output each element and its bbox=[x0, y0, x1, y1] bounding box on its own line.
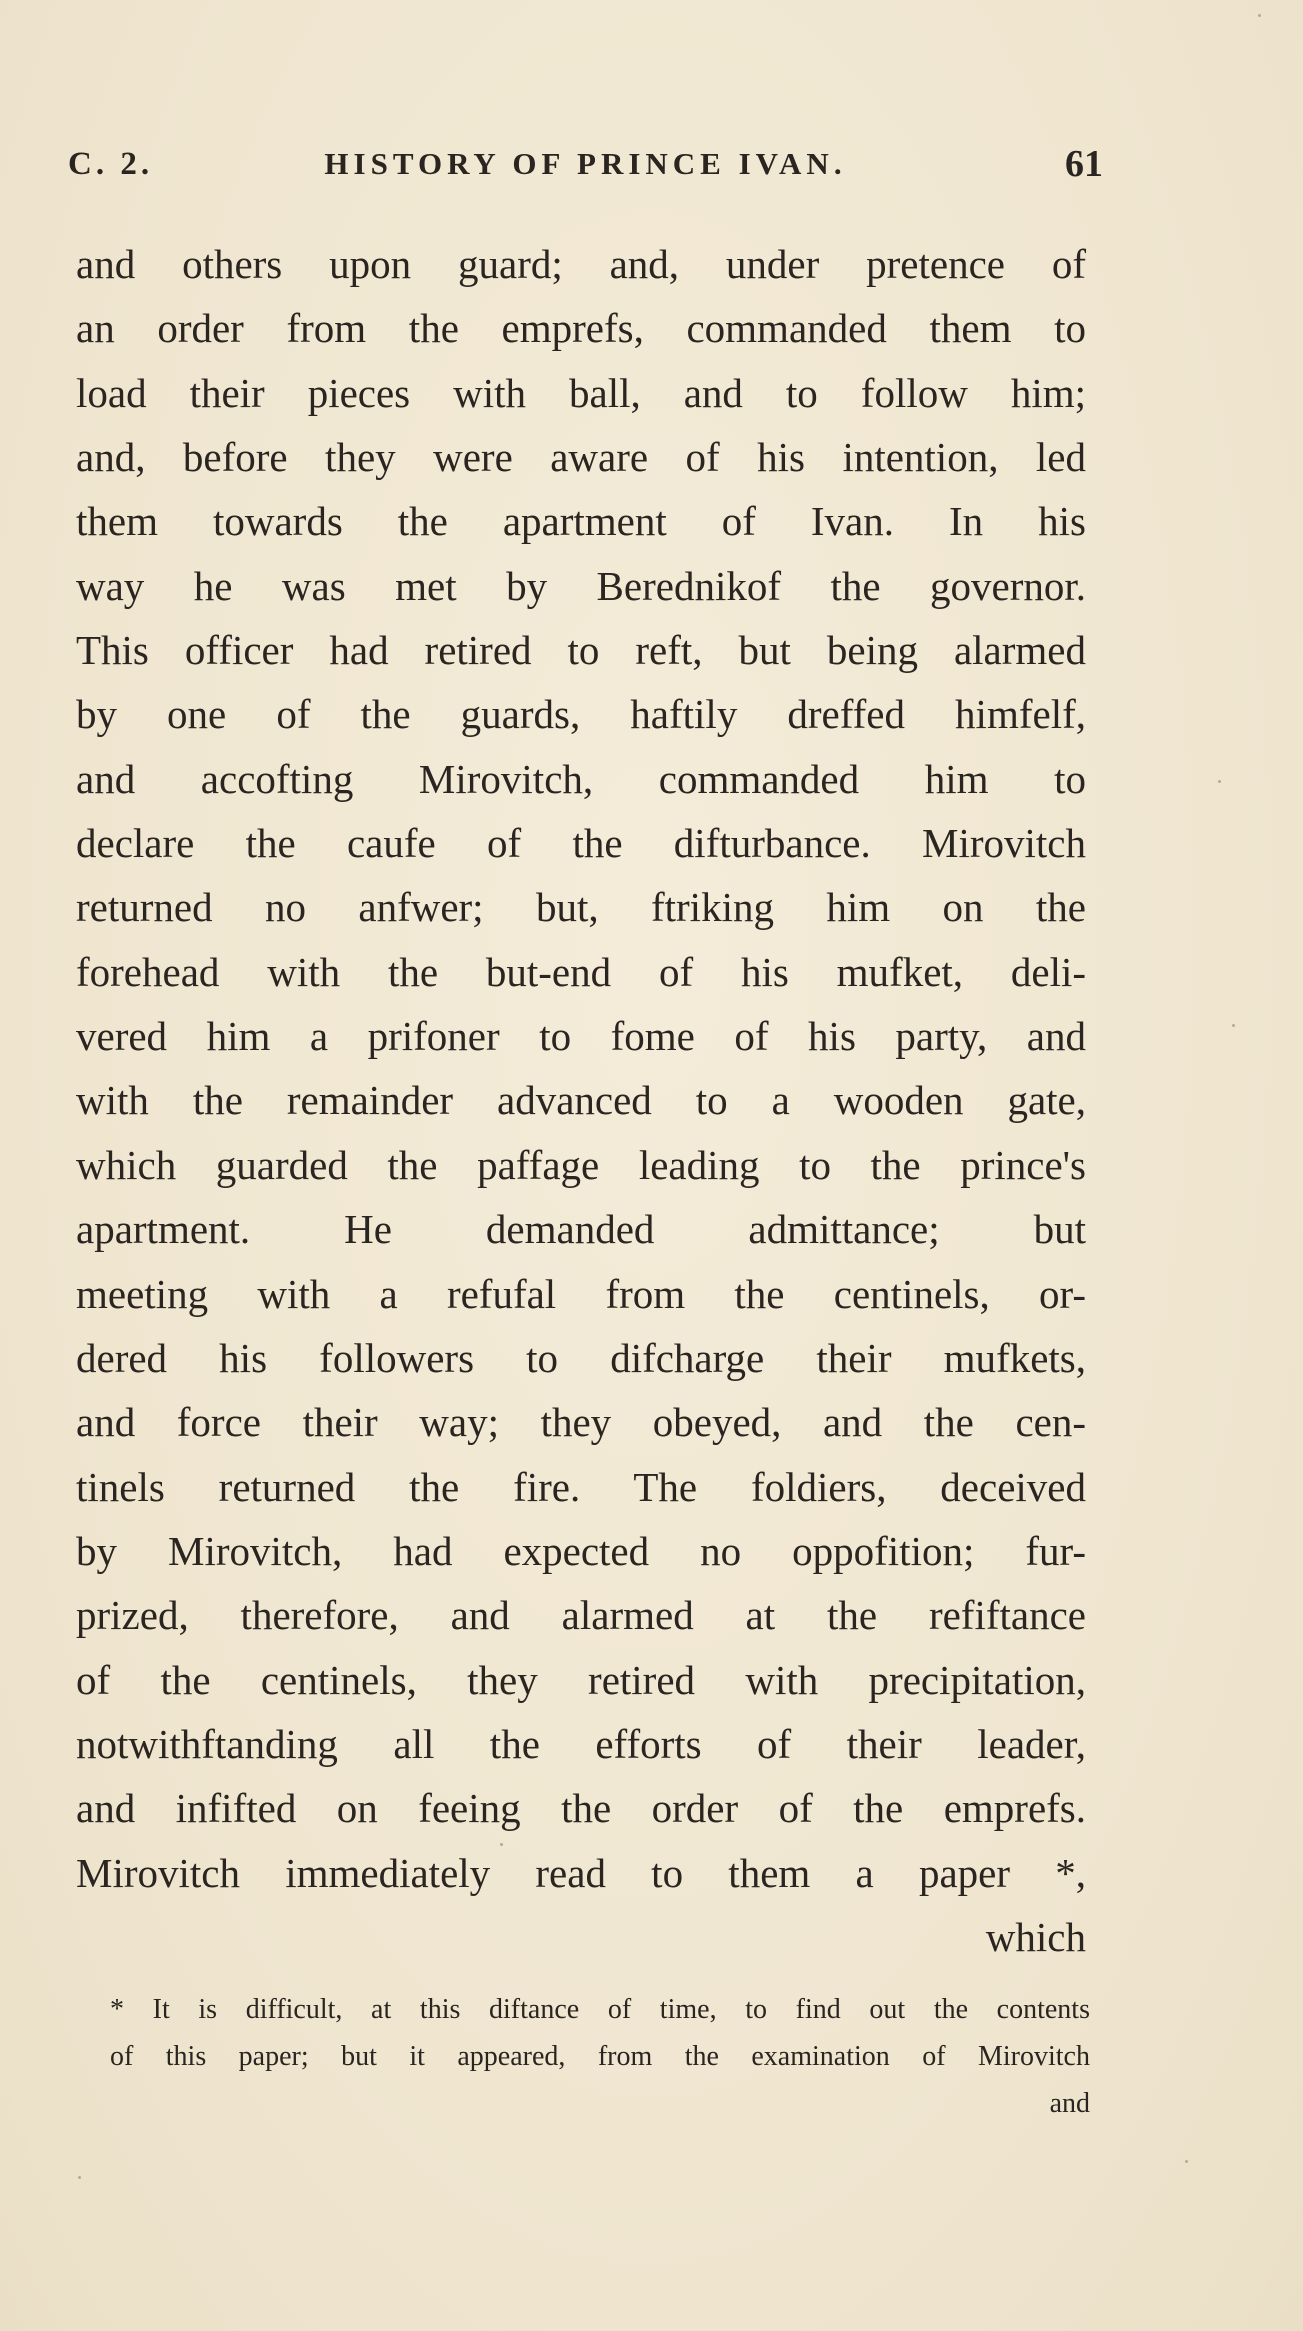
running-title: HISTORY OF PRINCE IVAN. bbox=[324, 146, 847, 181]
text-line: an order from the emprefs, commanded them to bbox=[76, 305, 1086, 352]
footnote bbox=[110, 1986, 1090, 2127]
text-line: of the centinels, they retired with precipitation, bbox=[76, 1656, 1086, 1703]
paper-fleck bbox=[78, 2176, 81, 2179]
text-line: and force their way; they obeyed, and the cen- bbox=[76, 1399, 1086, 1446]
text-line: vered him a prifoner to fome of his party, and bbox=[76, 1013, 1086, 1060]
text-line: and others upon guard; and, under pretence of bbox=[76, 241, 1086, 287]
text-line: prized, therefore, and alarmed at the refiftance bbox=[76, 1592, 1086, 1639]
text-line: Mirovitch immediately read to them a paper *, bbox=[76, 1849, 1086, 1896]
text-line: by one of the guards, haftily dreffed himfelf, bbox=[76, 691, 1086, 738]
text-line: meeting with a refufal from the centinels, or- bbox=[76, 1270, 1086, 1317]
text-line: tinels returned the fire. The foldiers, deceived bbox=[76, 1463, 1086, 1510]
paper-fleck bbox=[1185, 2160, 1188, 2163]
text-line: way he was met by Berednikof the governor. bbox=[76, 562, 1086, 609]
footnote-line: of this paper; but it appeared, from the examination of Mirovitch bbox=[110, 2041, 1090, 2072]
page-number: 61 bbox=[1065, 143, 1103, 185]
text-line: with the remainder advanced to a wooden gate, bbox=[76, 1077, 1086, 1124]
text-line: declare the caufe of the difturbance. Mirovitch bbox=[76, 820, 1086, 867]
body-text bbox=[76, 232, 1086, 1969]
footnote-catchword: and bbox=[1049, 2088, 1090, 2119]
text-line: by Mirovitch, had expected no oppofition; fur- bbox=[76, 1527, 1086, 1574]
text-line: dered his followers to difcharge their mufkets, bbox=[76, 1334, 1086, 1381]
text-line: and, before they were aware of his intention, led bbox=[76, 434, 1086, 481]
text-line: which guarded the paffage leading to the prince's bbox=[76, 1141, 1086, 1188]
text-line: and accofting Mirovitch, commanded him to bbox=[76, 755, 1086, 802]
chapter-reference: C. 2. bbox=[68, 146, 154, 182]
text-line: notwithftanding all the efforts of their leader, bbox=[76, 1720, 1086, 1767]
text-line: load their pieces with ball, and to follow him; bbox=[76, 369, 1086, 416]
text-line: them towards the apartment of Ivan. In his bbox=[76, 498, 1086, 545]
text-line: and infifted on feeing the order of the emprefs. bbox=[76, 1785, 1086, 1832]
text-line: forehead with the but-end of his mufket, deli- bbox=[76, 948, 1086, 995]
paper-fleck bbox=[500, 1843, 503, 1846]
text-line: returned no anfwer; but, ftriking him on the bbox=[76, 884, 1086, 931]
footnote-line: * It is difficult, at this diftance of time, to find out the contents bbox=[110, 1994, 1090, 2025]
text-line: apartment. He demanded admittance; but bbox=[76, 1206, 1086, 1253]
text-line: This officer had retired to reft, but being alarmed bbox=[76, 627, 1086, 674]
catchword: which bbox=[985, 1913, 1086, 1960]
running-head bbox=[68, 143, 1103, 196]
paper-fleck bbox=[1232, 1024, 1235, 1027]
paper-fleck bbox=[1258, 14, 1261, 17]
paper-fleck bbox=[1218, 780, 1221, 783]
